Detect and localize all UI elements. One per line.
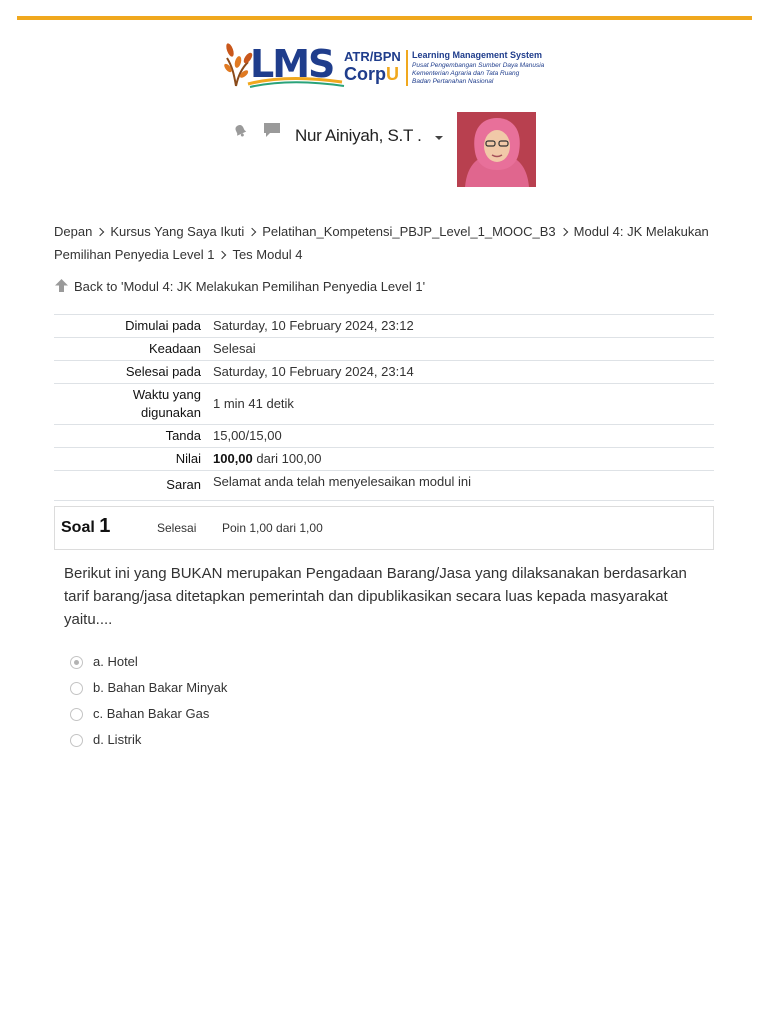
- site-logo[interactable]: [224, 38, 554, 90]
- back-link-text: Back to 'Modul 4: JK Melakukan Pemilihan Penyedia Level 1': [74, 279, 426, 294]
- breadcrumb-course[interactable]: Pelatihan_Kompetensi_PBJP_Level_1_MOOC_B3: [262, 224, 556, 239]
- user-menu-name[interactable]: Nur Ainiyah, S.T .: [295, 126, 422, 145]
- chevron-right-icon: [96, 228, 104, 236]
- logo-subtitle-2: Kementerian Agraria dan Tata Ruang: [412, 70, 520, 77]
- summary-value: Saturday, 10 February 2024, 23:12: [213, 318, 414, 333]
- summary-value: [209, 448, 714, 471]
- radio-button[interactable]: [70, 682, 83, 695]
- logo-lms-text: LMS: [250, 42, 334, 86]
- summary-label: Nilai: [175, 451, 201, 466]
- chevron-right-icon: [559, 228, 567, 236]
- summary-row-time-taken: [54, 384, 714, 425]
- summary-row-feedback: [54, 471, 714, 501]
- bell-icon[interactable]: [232, 122, 248, 138]
- chevron-down-icon[interactable]: [435, 136, 443, 140]
- back-to-module-link[interactable]: [54, 278, 425, 294]
- grade-score: 100,00: [213, 451, 253, 466]
- breadcrumb-module[interactable]: Modul 4: JK Melakukan Pemilihan Penyedia Level 1: [54, 224, 709, 262]
- radio-button[interactable]: [70, 708, 83, 721]
- logo-divider: [406, 50, 408, 86]
- logo-subtitle-1: Pusat Pengembangan Sumber Daya Manusia: [412, 62, 545, 69]
- summary-row-completed: [54, 361, 714, 384]
- question-num-value: 1: [99, 515, 111, 537]
- summary-label: Tanda: [165, 428, 201, 443]
- logo-corp-a: Corp: [344, 64, 386, 84]
- summary-label: Keadaan: [148, 341, 201, 356]
- question-text: Berikut ini yang BUKAN merupakan Pengadaan Barang/Jasa yang dilaksanakan berdasarkan tarif barang/jasa ditetapkan pemerintah dan dipublikasikan secara luas kepada masyarakat yaitu....: [64, 565, 687, 628]
- summary-row-marks: [54, 425, 714, 448]
- question-number: [61, 515, 110, 538]
- logo-swoosh-icon: [246, 76, 346, 88]
- chat-icon[interactable]: [263, 122, 281, 138]
- grade-out-of: dari 100,00: [256, 451, 322, 466]
- answer-label: a. Hotel: [93, 654, 138, 669]
- breadcrumb-home[interactable]: Depan: [54, 224, 93, 239]
- answer-label: b. Bahan Bakar Minyak: [93, 680, 228, 695]
- summary-label-line-1: Waktu yang: [132, 387, 201, 402]
- question-state: Selesai: [157, 521, 197, 535]
- logo-corp-text: [344, 64, 399, 84]
- summary-value: Selesai: [213, 341, 256, 356]
- question-info: [54, 506, 714, 550]
- answer-label: d. Listrik: [93, 732, 142, 747]
- answer-label: c. Bahan Bakar Gas: [93, 706, 210, 721]
- arrow-up-icon: [54, 278, 69, 293]
- logo-title: Learning Management System: [412, 50, 543, 60]
- summary-label: Saran: [166, 477, 201, 492]
- logo-subtitle-3: Badan Pertanahan Nasional: [412, 78, 494, 85]
- radio-button[interactable]: [70, 734, 83, 747]
- summary-row-state: [54, 338, 714, 361]
- logo-corp-b: U: [386, 64, 399, 84]
- summary-label: Selesai pada: [125, 364, 201, 379]
- summary-value: 15,00/15,00: [213, 428, 282, 443]
- avatar[interactable]: [457, 112, 536, 187]
- summary-value: Saturday, 10 February 2024, 23:14: [213, 364, 414, 379]
- chevron-right-icon: [248, 228, 256, 236]
- summary-value: 1 min 41 detik: [213, 396, 294, 411]
- breadcrumb-quiz[interactable]: Tes Modul 4: [232, 247, 303, 262]
- breadcrumb: [54, 220, 714, 266]
- summary-row-grade: [54, 448, 714, 471]
- top-accent-bar: [17, 16, 752, 20]
- quiz-review-summary: [54, 314, 714, 501]
- chevron-right-icon: [218, 251, 226, 259]
- question-grade: Poin 1,00 dari 1,00: [222, 521, 323, 535]
- summary-row-started: [54, 315, 714, 338]
- breadcrumb-my-courses[interactable]: Kursus Yang Saya Ikuti: [110, 224, 245, 239]
- logo-atr-text: ATR/BPN: [344, 49, 401, 64]
- summary-value: Selamat anda telah menyelesaikan modul ini: [213, 474, 471, 489]
- question-label: Soal: [61, 519, 95, 536]
- user-avatar-photo: [457, 112, 536, 187]
- summary-label-line-2: digunakan: [141, 405, 201, 420]
- radio-button[interactable]: [70, 656, 83, 669]
- summary-label: Dimulai pada: [125, 318, 201, 333]
- summary-label: [54, 384, 209, 425]
